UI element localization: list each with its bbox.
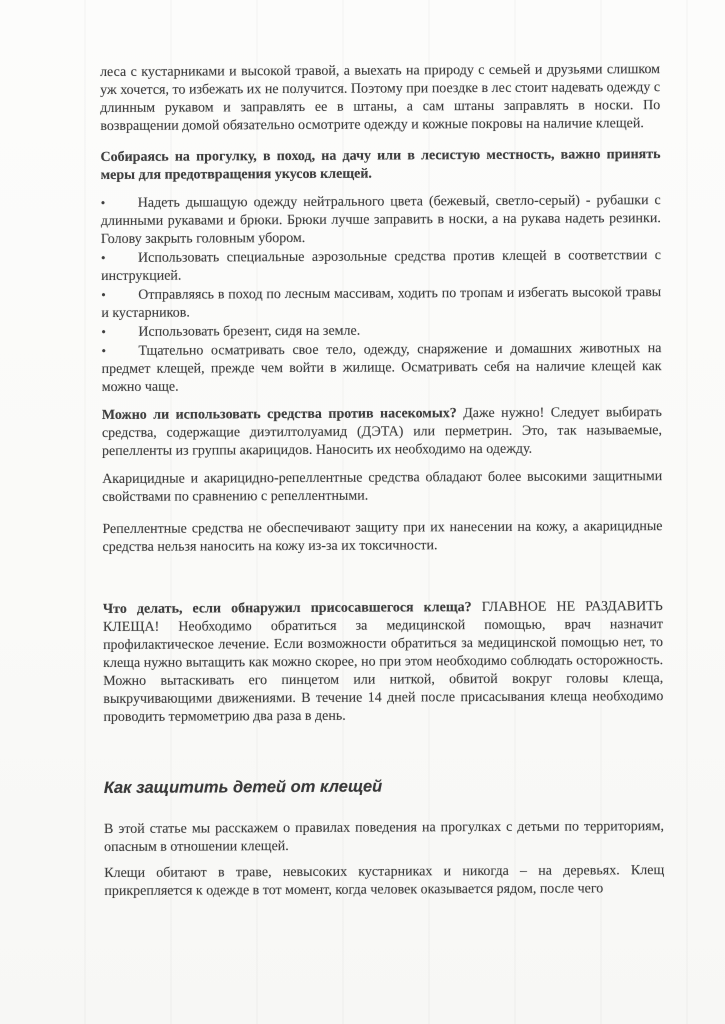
- paragraph-ticks-habitat: Клещи обитают в траве, невысоких кустарниках и никогда – на деревьях. Клещ прикрепляется к одежде в тот момент, когда человек оказывается рядом, после чего: [104, 863, 665, 899]
- bullet-marker-icon: •: [100, 194, 106, 210]
- question-answer-text: ГЛАВНОЕ НЕ РАЗДАВИТЬ КЛЕЩА! Необходимо обратиться за медицинской помощью, врач назначит профилактическое лечение. Если возможности обратиться за медицинской помощью нет, то клеща нужно вытащить как можно скорее, но при этом необходимо соблюдать осторожность. Можно вытаскивать его пинцетом или ниткой, обвитой вокруг головы клеща, выкручивающими движениями. В течение 14 дней после присасывания клеща необходимо проводить термометрию два раза в день.: [102, 599, 664, 725]
- paragraph-article-intro: В этой статье мы расскажем о правилах поведения на прогулках с детьми по территориям, опасным в отношении клещей.: [103, 819, 665, 855]
- document-text-block: [100, 61, 664, 901]
- list-item-text: Использовать брезент, сидя на земле.: [138, 323, 361, 340]
- paragraph-tick-question: [103, 598, 664, 727]
- paragraph-insect-question: [102, 404, 662, 461]
- list-item: [101, 283, 661, 323]
- question-lead-bold: Можно ли использовать средства против насекомых?: [101, 406, 457, 423]
- paragraph-acaricide: Акарицидные и акарицидно-репеллентные средства обладают более высокими защитными свойствами по сравнению с репеллентными.: [102, 469, 663, 505]
- bullet-marker-icon: •: [101, 286, 106, 302]
- list-item: [101, 339, 661, 397]
- list-item: [101, 246, 661, 286]
- list-item-text: Надеть дышащую одежду нейтрального цвета (бежевый, светло-серый) - рубашки с длинными рукавами и брюки. Брюки лучше заправить в носки, а на рукава надеть резинки. Голову закрыть головным убором.: [100, 193, 661, 247]
- bullet-list: [101, 191, 662, 397]
- bullet-marker-icon: •: [101, 323, 107, 339]
- list-item: [101, 191, 661, 249]
- bullet-marker-icon: •: [100, 249, 106, 265]
- question-answer-text: Даже нужно! Следует выбирать средства, содержащие диэтилтолуамид (ДЭТА) или перметрин. Это, так называемые, репелленты из группы акарицидов. Наносить их необходимо на одежду.: [101, 405, 662, 459]
- list-item-text: Отправляясь в поход по лесным массивам, ходить по тропам и избегать высокой травы и кустарников.: [101, 285, 662, 321]
- bullet-marker-icon: •: [101, 342, 107, 358]
- paragraph-repellent: Репеллентные средства не обеспечивают защиту при их нанесении на кожу, а акарицидные средства нельзя наносить на кожу из-за их токсичности.: [102, 519, 663, 555]
- paragraph-warning-bold: Собираясь на прогулку, в поход, на дачу или в лесистую местность, важно принять меры для предотвращения укусов клещей.: [100, 147, 661, 183]
- list-item-text: Использовать специальные аэрозольные средства против клещей в соответствии с инструкцией.: [101, 248, 662, 284]
- section-heading-children: Как защитить детей от клещей: [103, 777, 383, 797]
- question-lead-bold: Что делать, если обнаружил присосавшегося клеща?: [102, 600, 472, 617]
- list-item-text: Тщательно осматривать свое тело, одежду, снаряжение и домашних животных на предмет клещей, прежде чем войти в жилище. Осматривать себя на наличие клещей как можно чаще.: [101, 341, 662, 395]
- paragraph-intro: леса с кустарниками и высокой травой, а выехать на природу с семьей и друзьями слишком уж хочется, то избежать их не получится. Поэтому при поездке в лес стоит надевать одежду с длинным рукавом и заправлять ее в штаны, а сам штаны заправлять в носки. По возвращении домой обязательно осмотрите одежду и кожные покровы на наличие клещей.: [100, 62, 661, 134]
